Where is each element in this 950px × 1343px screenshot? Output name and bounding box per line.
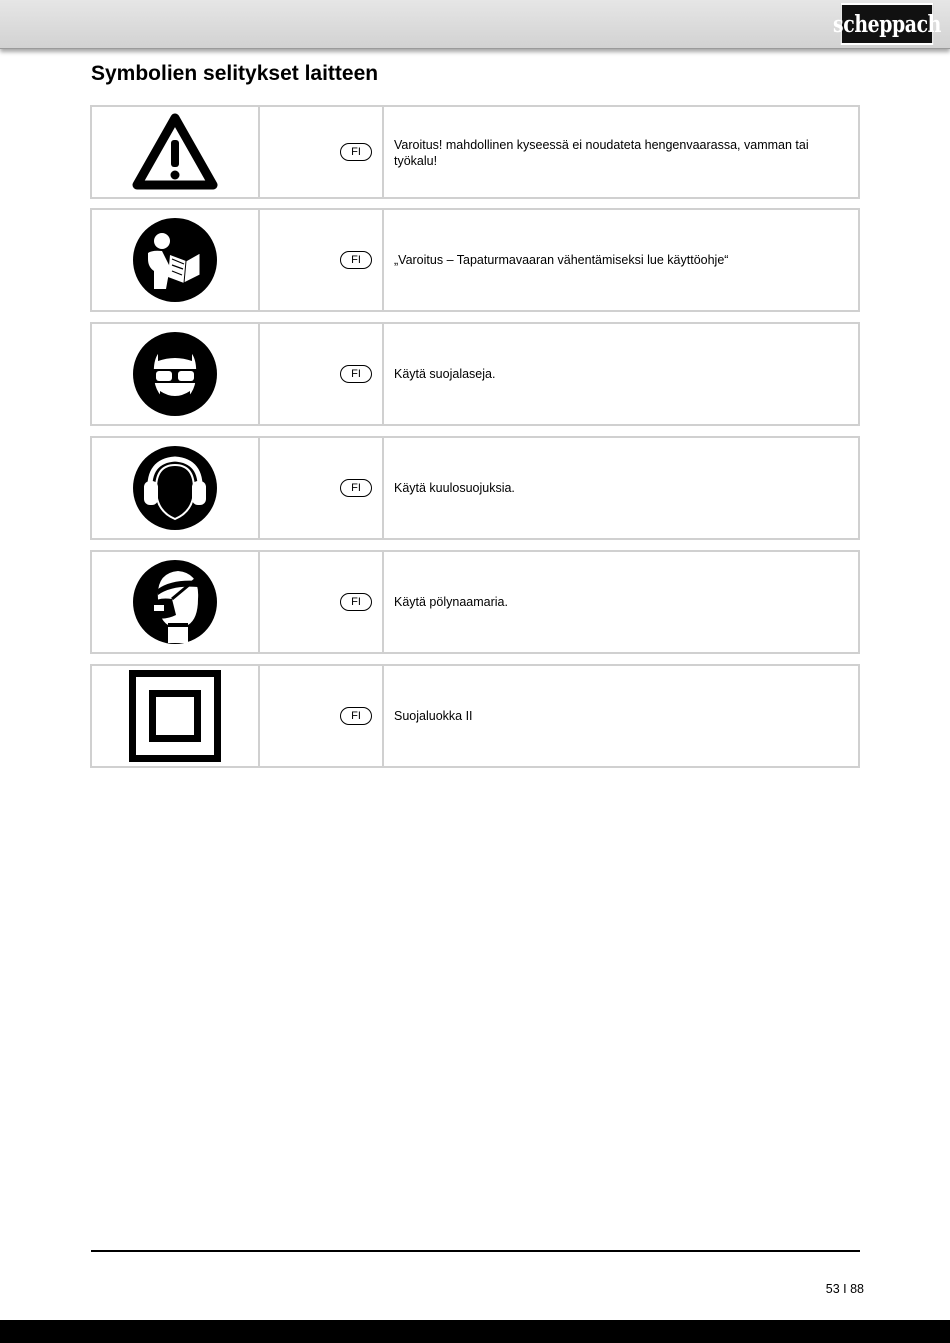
language-cell	[260, 210, 384, 310]
symbol-description: Suojaluokka II	[394, 709, 473, 723]
symbol-row	[90, 550, 860, 654]
symbol-row	[90, 322, 860, 426]
language-badge: FI	[340, 479, 372, 497]
symbol-row	[90, 105, 860, 199]
symbol-icon-cell	[92, 210, 260, 310]
language-badge: FI	[340, 251, 372, 269]
language-badge: FI	[340, 143, 372, 161]
language-cell	[260, 438, 384, 538]
page-number: 53 I 88	[825, 1282, 864, 1296]
symbol-row	[90, 436, 860, 540]
symbol-icon-cell	[92, 666, 260, 766]
symbol-icon-cell	[92, 107, 260, 197]
scheppach-logo: scheppach	[840, 3, 933, 45]
safety-glasses-icon	[132, 331, 218, 417]
language-cell	[260, 107, 384, 197]
warning-triangle-icon	[131, 112, 219, 192]
symbol-description: Käytä pölynaamaria.	[394, 595, 508, 609]
bottom-bar	[0, 1320, 950, 1343]
language-badge: FI	[340, 365, 372, 383]
read-manual-icon	[132, 217, 218, 303]
symbol-description: Varoitus! mahdollinen kyseessä ei noudateta hengenvaarassa, vamman tai työkalu!	[394, 138, 809, 168]
symbol-icon-cell	[92, 552, 260, 652]
symbol-description: „Varoitus – Tapaturmavaaran vähentämiseksi lue käyttöohje“	[394, 253, 729, 267]
language-cell	[260, 552, 384, 652]
protection-class-ii-icon	[129, 670, 221, 762]
language-cell	[260, 666, 384, 766]
dust-mask-icon	[132, 559, 218, 645]
page-title: Symbolien selitykset laitteen	[91, 62, 379, 85]
symbol-description: Käytä kuulosuojuksia.	[394, 481, 515, 495]
ear-protection-icon	[132, 445, 218, 531]
language-cell	[260, 324, 384, 424]
language-badge: FI	[340, 593, 372, 611]
footer-divider	[91, 1250, 860, 1252]
symbol-description: Käytä suojalaseja.	[394, 367, 496, 381]
language-badge: FI	[340, 707, 372, 725]
header-bar	[0, 0, 950, 49]
symbol-icon-cell	[92, 324, 260, 424]
symbol-row	[90, 664, 860, 768]
symbol-icon-cell	[92, 438, 260, 538]
symbol-row	[90, 208, 860, 312]
